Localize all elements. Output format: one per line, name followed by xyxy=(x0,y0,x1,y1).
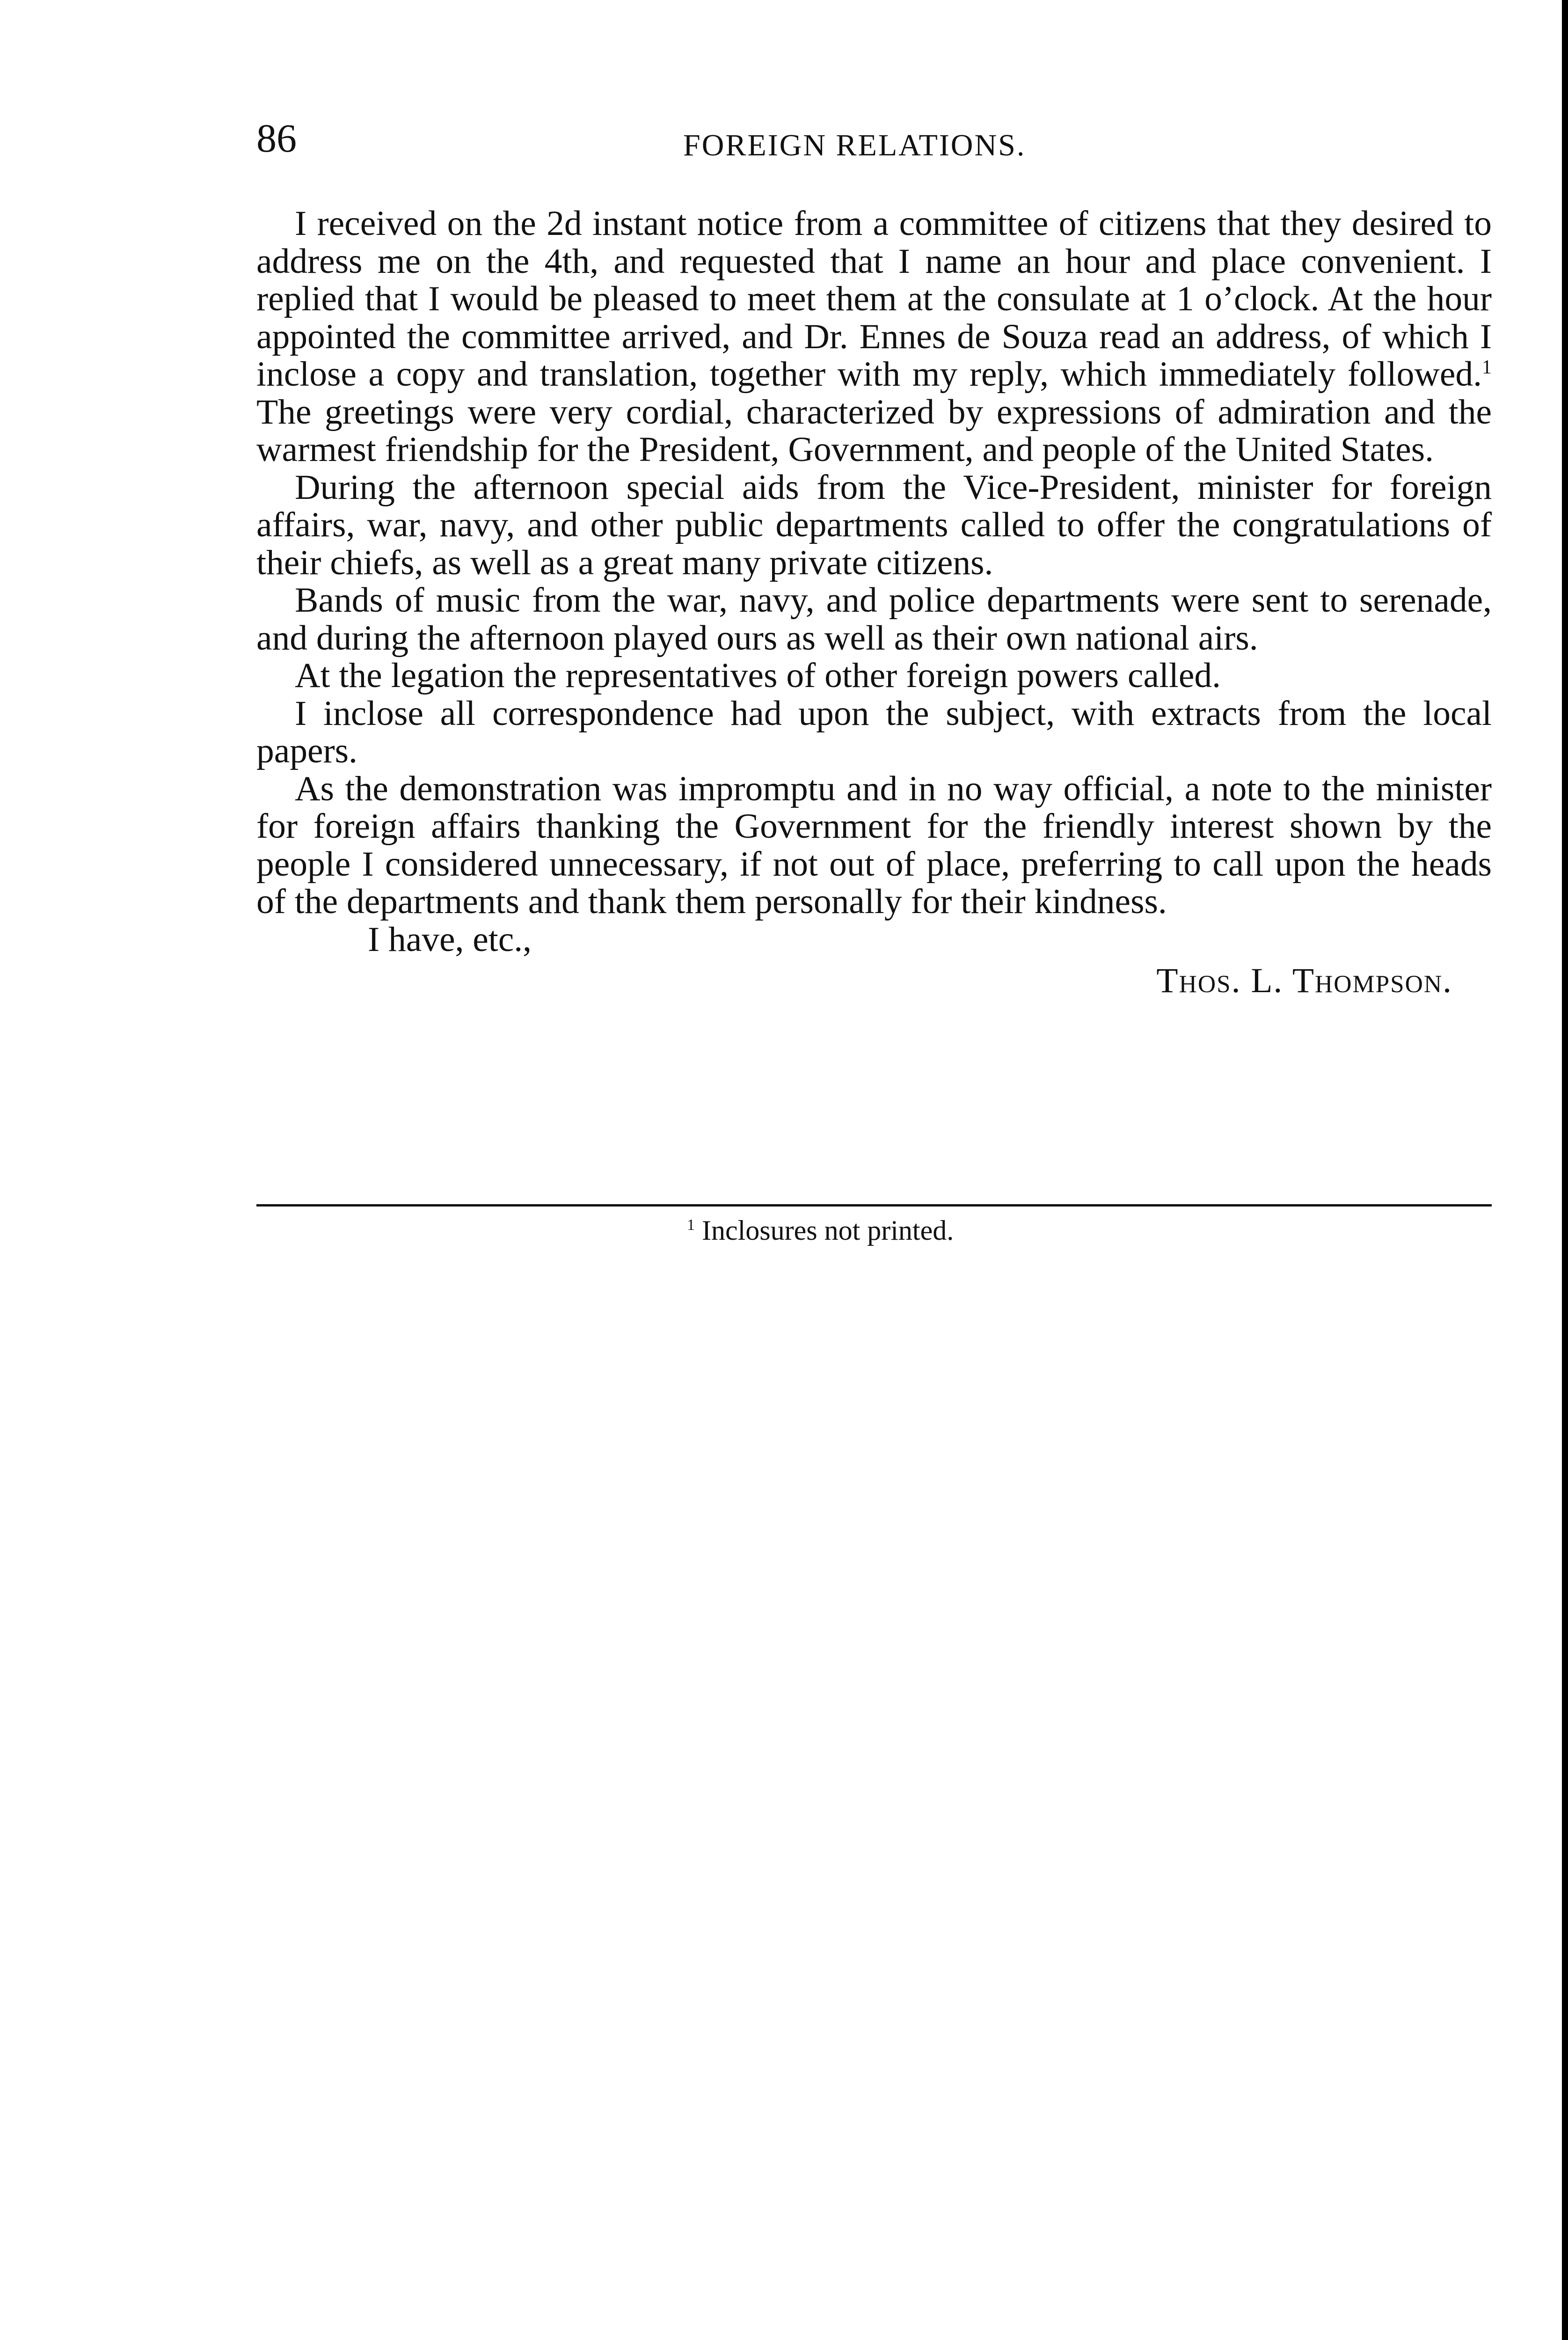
paragraph-1-text-continued: The greetings were very cordial, characterized by expressions of admiration and the warmest friendship for the President, Government, and people of the United States. xyxy=(256,392,1492,469)
paragraph-1-text: I received on the 2d instant notice from a committee of citizens that they desired to address me on the 4th, and requested that I name an hour and place convenient. I replied that I would be pleased to meet them at the consulate at 1 o’clock. At the hour appointed the committee arrived, and Dr. Ennes de Souza read an address, of which I inclose a copy and translation, together with my reply, which immediately followed. xyxy=(256,204,1492,394)
closing-line: I have, etc., xyxy=(368,920,532,959)
paragraph-1 xyxy=(256,205,1492,469)
paragraph-2: During the afternoon special aids from the Vice-President, minister for foreign affairs, war, navy, and other public departments called to offer the congratulations of their chiefs, as well as a great many private citizens. xyxy=(256,468,1492,582)
signature: Thos. L. Thompson. xyxy=(1156,961,1452,1000)
footnote-marker: 1 xyxy=(687,1216,695,1234)
footnote-divider xyxy=(256,1204,1492,1207)
footnote-reference: 1 xyxy=(1482,356,1492,378)
scan-border-right xyxy=(1562,0,1568,2340)
footnote-text: Inclosures not printed. xyxy=(695,1215,954,1246)
running-title: FOREIGN RELATIONS. xyxy=(683,128,1026,162)
footnote xyxy=(687,1214,954,1247)
paragraph-6: As the demonstration was impromptu and in no way official, a note to the minister for foreign affairs thanking the Government for the friendly interest shown by the people I considered unnecessary, if not out of place, preferring to call upon the heads of the departments and thank them personally for their kindness. xyxy=(256,769,1492,921)
paragraph-4: At the legation the representatives of other foreign powers called. xyxy=(295,656,1221,695)
paragraph-3: Bands of music from the war, navy, and police departments were sent to serenade, and during the afternoon played ours as well as their own national airs. xyxy=(256,581,1492,658)
letter-body xyxy=(256,205,1492,1000)
page-number: 86 xyxy=(256,116,297,161)
paragraph-5: I inclose all correspondence had upon the subject, with extracts from the local papers. xyxy=(256,694,1492,770)
